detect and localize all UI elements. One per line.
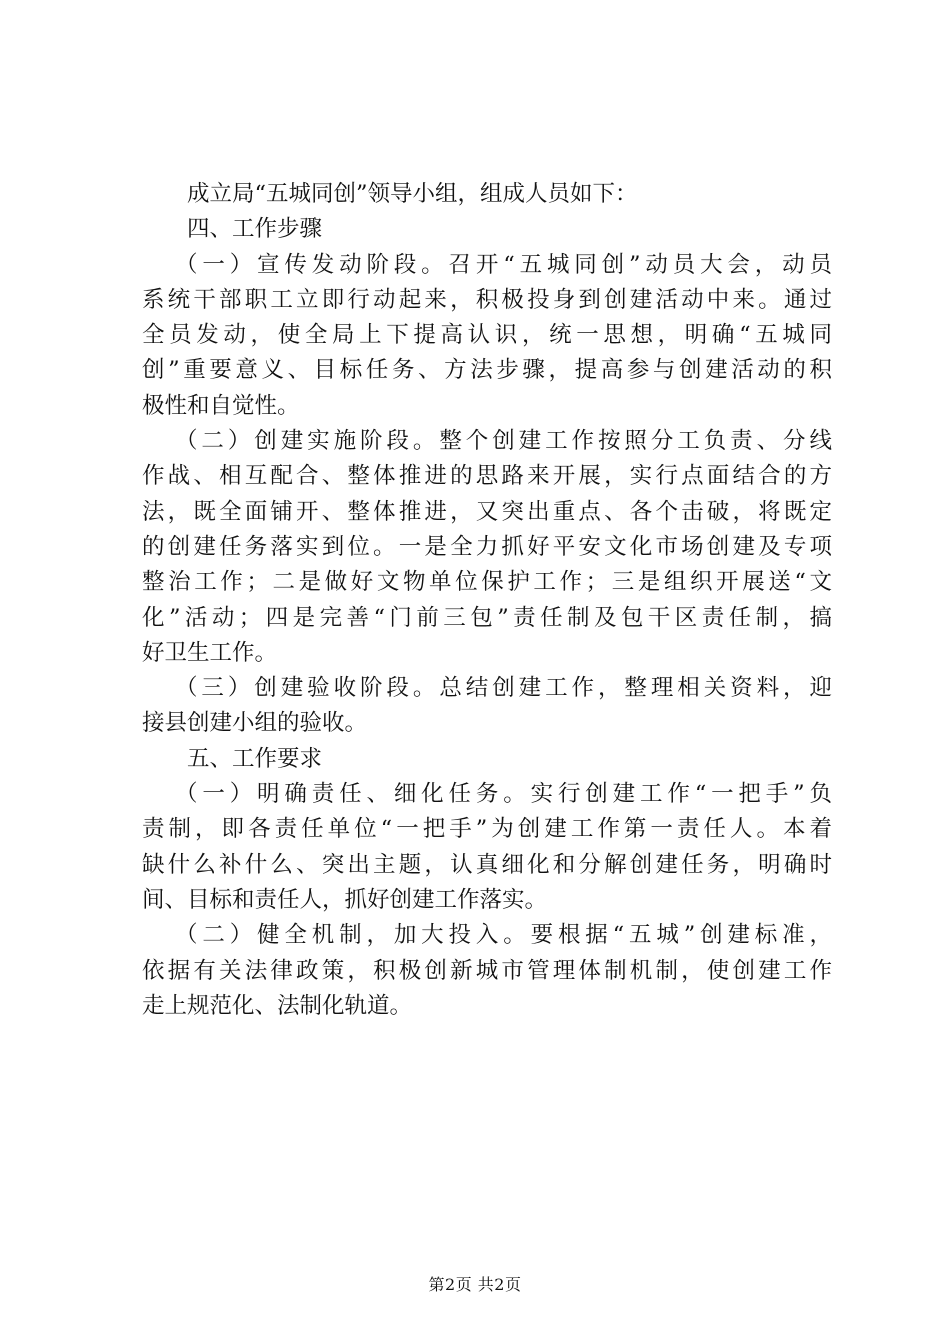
text-line: 成立局“五城同创”领导小组，组成人员如下： <box>187 181 638 207</box>
text-line: 间、目标和责任人，抓好创建工作落实。 <box>142 886 548 913</box>
text-line: 全员发动，使全局上下提高认识，统一思想，明确“五城同 <box>142 322 832 349</box>
text-line: 创”重要意义、目标任务、方法步骤，提高参与创建活动的积 <box>142 357 832 384</box>
text-line: 接县创建小组的验收。 <box>142 710 368 737</box>
text-line: 五、工作要求 <box>187 745 323 772</box>
text-line: （三）创建验收阶段。总结创建工作，整理相关资料，迎 <box>175 675 832 702</box>
text-line: 走上规范化、法制化轨道。 <box>142 992 413 1019</box>
text-line: （一）明确责任、细化任务。实行创建工作“一把手”负 <box>175 781 832 808</box>
text-line: 极性和自觉性。 <box>142 392 300 419</box>
text-line: 的创建任务落实到位。一是全力抓好平安文化市场创建及专项 <box>142 533 832 560</box>
text-line: （二）健全机制，加大投入。要根据“五城”创建标准， <box>175 922 832 949</box>
text-line: 依据有关法律政策，积极创新城市管理体制机制，使创建工作 <box>142 957 832 984</box>
text-line: 责制，即各责任单位“一把手”为创建工作第一责任人。本着 <box>142 816 832 843</box>
page-footer: 第2页 共2页 <box>428 1275 522 1294</box>
text-line: （一）宣传发动阶段。召开“五城同创”动员大会，动员 <box>175 251 832 278</box>
text-line: 四、工作步骤 <box>187 216 323 243</box>
text-line: 缺什么补什么、突出主题，认真细化和分解创建任务，明确时 <box>142 851 832 878</box>
text-line: 法，既全面铺开、整体推进，又突出重点、各个击破，将既定 <box>142 498 832 525</box>
text-line: 化”活动；四是完善“门前三包”责任制及包干区责任制，搞 <box>142 604 832 631</box>
text-line: 整治工作；二是做好文物单位保护工作；三是组织开展送“文 <box>142 569 832 596</box>
document-body <box>142 177 832 1024</box>
text-line: 系统干部职工立即行动起来，积极投身到创建活动中来。通过 <box>142 286 832 313</box>
text-line: 好卫生工作。 <box>142 639 278 666</box>
text-line: 作战、相互配合、整体推进的思路来开展，实行点面结合的方 <box>142 463 832 490</box>
text-line: （二）创建实施阶段。整个创建工作按照分工负责、分线 <box>175 428 832 455</box>
